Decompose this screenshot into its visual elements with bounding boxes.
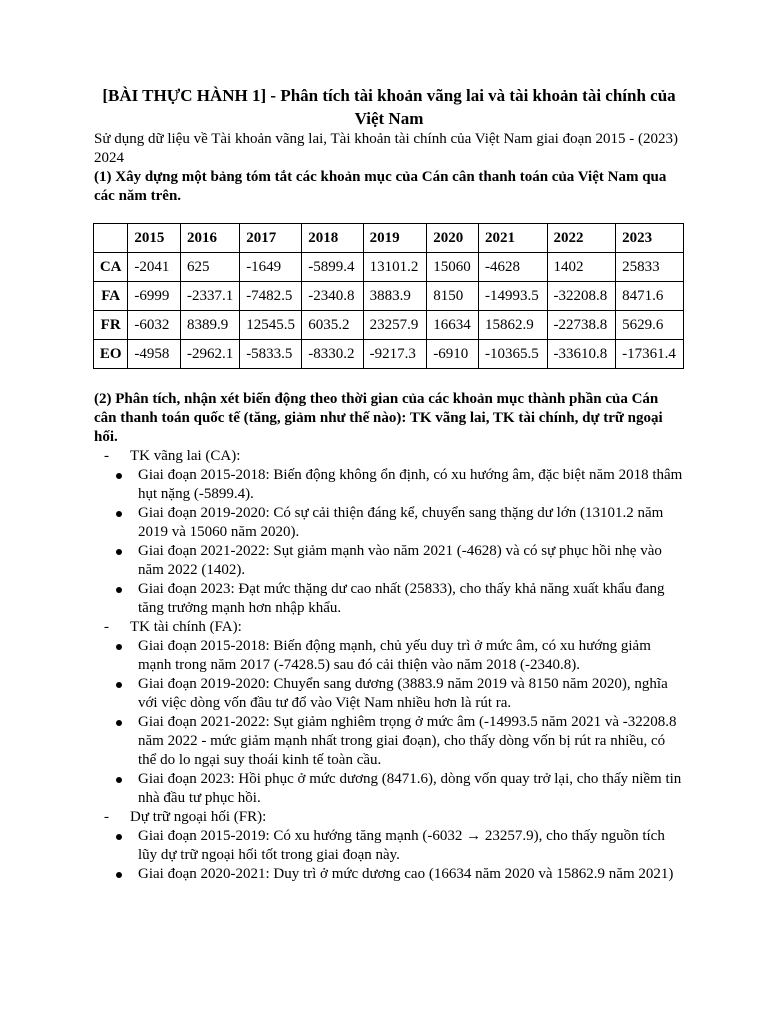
value-cell: 8150 [427,282,479,311]
table-row [94,340,684,369]
bullet-dot-icon [116,549,122,555]
bullet-item [94,713,684,770]
bullet-text: Giai đoạn 2019-2020: Chuyển sang dương (3883.9 năm 2019 và 8150 năm 2020), nghĩa với việc dòng vốn đầu tư đổ vào Việt Nam nhiều hơn là rút ra. [138,676,668,711]
value-cell: -6910 [427,340,479,369]
value-cell: -5833.5 [240,340,302,369]
value-cell: -4628 [478,253,547,282]
table-row [94,253,684,282]
bullet-item [94,675,684,713]
intro-text: Sử dụng dữ liệu về Tài khoản vãng lai, Tài khoản tài chính của Việt Nam giai đoạn 2015 - (2023) 2024 [94,131,678,166]
row-label-cell: EO [94,340,128,369]
bullet-dot-icon [116,587,122,593]
value-cell: 1402 [547,253,616,282]
document-page [94,84,684,884]
year-header-cell: 2021 [478,224,547,253]
section-item [94,618,684,637]
bullet-text: Giai đoạn 2015-2018: Biến động mạnh, chủ yếu duy trì ở mức âm, có xu hướng giảm mạnh trong năm 2017 (-7428.5) sau đó cải thiện vào năm 2018 (-2340.8). [138,638,651,673]
value-cell: -33610.8 [547,340,616,369]
task-2-heading: (2) Phân tích, nhận xét biến động theo thời gian của các khoản mục thành phần của Cán cân thanh toán quốc tế (tăng, giảm như thế nào): TK vãng lai, TK tài chính, dự trữ ngoại hối. [94,391,663,445]
value-cell: 12545.5 [240,311,302,340]
task-1-heading: (1) Xây dựng một bảng tóm tắt các khoản mục của Cán cân thanh toán của Việt Nam qua các năm trên. [94,169,667,204]
value-cell: 25833 [616,253,684,282]
section-bullets-wrapper [94,637,684,808]
year-header-cell: 2016 [181,224,240,253]
table-row [94,282,684,311]
value-cell: -14993.5 [478,282,547,311]
value-cell: 13101.2 [363,253,427,282]
year-header-cell: 2020 [427,224,479,253]
value-cell: -6999 [128,282,181,311]
bullet-list [94,827,684,884]
bullet-dot-icon [116,777,122,783]
analysis-sections [94,447,684,884]
value-cell: -9217.3 [363,340,427,369]
bullet-text: Giai đoạn 2020-2021: Duy trì ở mức dương cao (16634 năm 2020 và 15862.9 năm 2021) [138,866,674,882]
year-header-cell: 2017 [240,224,302,253]
value-cell: 8471.6 [616,282,684,311]
section-bullets-wrapper [94,827,684,884]
bullet-item [94,865,684,884]
document-title: [BÀI THỰC HÀNH 1] - Phân tích tài khoản vãng lai và tài khoản tài chính của Việt Nam [102,86,676,128]
value-cell: -8330.2 [302,340,363,369]
bullet-item [94,466,684,504]
row-label-cell: CA [94,253,128,282]
bullet-dot-icon [116,720,122,726]
year-header-cell: 2023 [616,224,684,253]
bullet-item [94,580,684,618]
bullet-dot-icon [116,872,122,878]
bullet-dot-icon [116,644,122,650]
value-cell: -17361.4 [616,340,684,369]
year-header-cell: 2015 [128,224,181,253]
bullet-text: Giai đoạn 2019-2020: Có sự cải thiện đáng kể, chuyển sang thặng dư lớn (13101.2 năm 2019 và 15060 năm 2020). [138,505,664,540]
bullet-item [94,542,684,580]
dash-marker: - [104,448,109,464]
value-cell: -32208.8 [547,282,616,311]
bullet-dot-icon [116,682,122,688]
row-label-cell: FA [94,282,128,311]
bullet-text: Giai đoạn 2023: Hồi phục ở mức dương (8471.6), dòng vốn quay trở lại, cho thấy niềm tin nhà đầu tư phục hồi. [138,771,682,806]
section-heading: TK tài chính (FA): [130,619,242,635]
value-cell: -7482.5 [240,282,302,311]
section-bullets-wrapper [94,466,684,618]
bullet-text: Giai đoạn 2021-2022: Sụt giảm nghiêm trọng ở mức âm (-14993.5 năm 2021 và -32208.8 năm 2022 - mức giảm mạnh nhất trong giai đoạn), cho thấy dòng vốn bị rút ra nhiều, có thể do lo ngại suy thoái kinh tế toàn cầu. [138,714,677,768]
year-header-cell: 2018 [302,224,363,253]
bullet-list [94,466,684,618]
value-cell: -2337.1 [181,282,240,311]
dash-marker: - [104,809,109,825]
value-cell: 3883.9 [363,282,427,311]
year-header-cell: 2019 [363,224,427,253]
bullet-text: Giai đoạn 2023: Đạt mức thặng dư cao nhất (25833), cho thấy khả năng xuất khẩu đang tăng trưởng mạnh hơn nhập khẩu. [138,581,665,616]
bullet-text: Giai đoạn 2021-2022: Sụt giảm mạnh vào năm 2021 (-4628) và có sự phục hồi nhẹ vào năm 2022 (1402). [138,543,662,578]
bullet-item [94,827,684,865]
bullet-text: Giai đoạn 2015-2018: Biến động không ổn định, có xu hướng âm, đặc biệt năm 2018 thâm hụt nặng (-5899.4). [138,467,683,502]
bullet-item [94,770,684,808]
table-header-row [94,224,684,253]
bullet-item [94,504,684,542]
value-cell: -2041 [128,253,181,282]
bop-summary-table [93,223,684,369]
bullet-text: Giai đoạn 2015-2019: Có xu hướng tăng mạnh (-6032 → 23257.9), cho thấy nguồn tích lũy dự trữ ngoại hối tốt trong giai đoạn này. [138,828,665,863]
value-cell: 5629.6 [616,311,684,340]
value-cell: 16634 [427,311,479,340]
table-row [94,311,684,340]
bullet-dot-icon [116,834,122,840]
value-cell: -6032 [128,311,181,340]
section-heading: Dự trữ ngoại hối (FR): [130,809,267,825]
value-cell: -2340.8 [302,282,363,311]
dash-marker: - [104,619,109,635]
section-heading: TK vãng lai (CA): [130,448,241,464]
value-cell: 15060 [427,253,479,282]
value-cell: 15862.9 [478,311,547,340]
bullet-dot-icon [116,473,122,479]
value-cell: 23257.9 [363,311,427,340]
section-item [94,808,684,827]
value-cell: -22738.8 [547,311,616,340]
bullet-dot-icon [116,511,122,517]
bullet-list [94,637,684,808]
value-cell: -4958 [128,340,181,369]
table-corner-cell [94,224,128,253]
value-cell: -1649 [240,253,302,282]
bullet-item [94,637,684,675]
value-cell: -2962.1 [181,340,240,369]
row-label-cell: FR [94,311,128,340]
year-header-cell: 2022 [547,224,616,253]
value-cell: -10365.5 [478,340,547,369]
value-cell: 6035.2 [302,311,363,340]
value-cell: 625 [181,253,240,282]
value-cell: 8389.9 [181,311,240,340]
value-cell: -5899.4 [302,253,363,282]
section-item [94,447,684,466]
